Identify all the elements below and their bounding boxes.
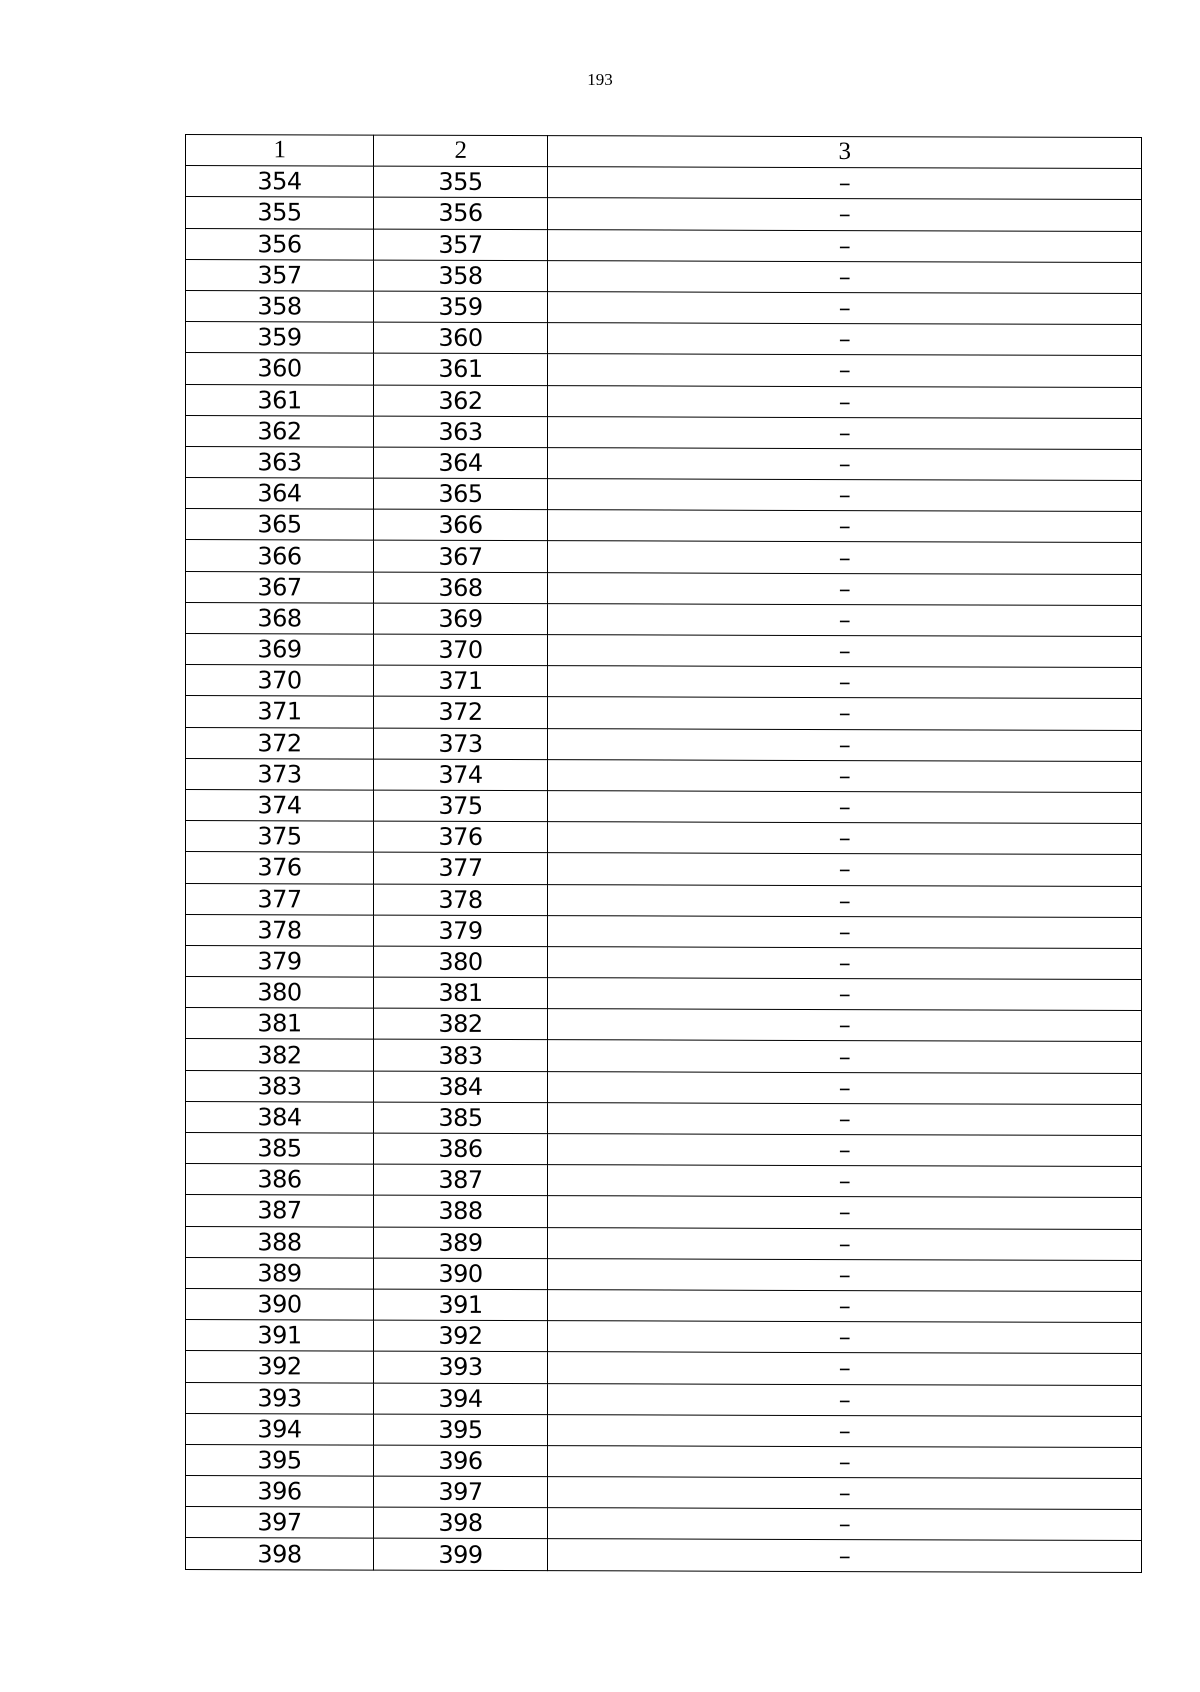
table-cell-col2: 380 (374, 946, 548, 978)
table-cell-col1: 361 (186, 384, 374, 416)
table-cell-col2: 392 (374, 1320, 548, 1352)
table-row (186, 478, 1142, 512)
table-cell-col1: 369 (186, 634, 374, 666)
table-cell-col1: 373 (186, 758, 374, 790)
table-cell-col3: – (548, 1258, 1142, 1291)
table-cell-col1: 384 (186, 1101, 374, 1133)
table-cell-col3: – (548, 1446, 1142, 1479)
table-row (186, 1008, 1142, 1042)
table-cell-col2: 358 (374, 260, 548, 292)
table-row (186, 1039, 1142, 1073)
table-cell-col2: 377 (374, 852, 548, 884)
table-cell-col1: 396 (186, 1476, 374, 1508)
table-row (186, 290, 1142, 324)
table-cell-col3: – (548, 167, 1142, 200)
table-cell-col3: – (548, 1414, 1142, 1447)
table-row (186, 509, 1142, 543)
table-cell-col1: 367 (186, 571, 374, 603)
table-cell-col2: 376 (374, 821, 548, 853)
table-cell-col1: 386 (186, 1164, 374, 1196)
table-cell-col2: 365 (374, 478, 548, 510)
table-cell-col1: 398 (186, 1538, 374, 1570)
table-cell-col2: 397 (374, 1476, 548, 1508)
table-cell-col2: 389 (374, 1227, 548, 1259)
table-row (186, 571, 1142, 605)
table-row (186, 758, 1142, 792)
table-cell-col3: – (548, 603, 1142, 636)
table-cell-col2: 362 (374, 385, 548, 417)
table-row (186, 1101, 1142, 1135)
table-cell-col1: 368 (186, 602, 374, 634)
table-cell-col2: 396 (374, 1445, 548, 1477)
table-row (186, 602, 1142, 636)
table-row (186, 1507, 1142, 1541)
table-cell-col1: 354 (186, 166, 374, 198)
data-table-container (185, 134, 1141, 1573)
table-row (186, 1257, 1142, 1291)
table-cell-col1: 385 (186, 1133, 374, 1165)
table-cell-col1: 394 (186, 1413, 374, 1445)
table-row (186, 353, 1142, 387)
table-cell-col2: 383 (374, 1040, 548, 1072)
table-cell-col1: 359 (186, 322, 374, 354)
table-cell-col2: 368 (374, 572, 548, 604)
table-cell-col3: – (548, 1539, 1142, 1572)
column-header-3: 3 (548, 136, 1142, 169)
table-cell-col3: – (548, 572, 1142, 605)
table-cell-col3: – (548, 759, 1142, 792)
table-cell-col1: 393 (186, 1382, 374, 1414)
table-cell-col2: 390 (374, 1258, 548, 1290)
table-row (186, 259, 1142, 293)
table-cell-col2: 363 (374, 416, 548, 448)
table-row (186, 665, 1142, 699)
table-row (186, 228, 1142, 262)
table-cell-col3: – (548, 416, 1142, 449)
table-row (186, 977, 1142, 1011)
table-cell-col1: 358 (186, 290, 374, 322)
table-row (186, 1476, 1142, 1510)
table-cell-col2: 357 (374, 229, 548, 261)
table-cell-col3: – (548, 448, 1142, 481)
table-cell-col3: – (548, 260, 1142, 293)
table-cell-col1: 365 (186, 509, 374, 541)
data-table (185, 134, 1142, 1573)
table-row (186, 914, 1142, 948)
table-row (186, 540, 1142, 574)
table-row (186, 1538, 1142, 1572)
table-row (186, 1288, 1142, 1322)
table-cell-col3: – (548, 1102, 1142, 1135)
table-cell-col1: 371 (186, 696, 374, 728)
table-cell-col2: 371 (374, 665, 548, 697)
table-row (186, 197, 1142, 231)
table-cell-col2: 381 (374, 977, 548, 1009)
table-body (186, 166, 1142, 1572)
table-cell-col1: 366 (186, 540, 374, 572)
table-cell-col1: 395 (186, 1444, 374, 1476)
table-row (186, 1320, 1142, 1354)
table-cell-col3: – (548, 947, 1142, 980)
table-cell-col2: 391 (374, 1289, 548, 1321)
table-cell-col2: 394 (374, 1383, 548, 1415)
table-cell-col1: 392 (186, 1351, 374, 1383)
table-row (186, 883, 1142, 917)
table-cell-col1: 360 (186, 353, 374, 385)
table-cell-col3: – (548, 479, 1142, 512)
table-cell-col1: 390 (186, 1288, 374, 1320)
table-row (186, 1351, 1142, 1385)
table-cell-col3: – (548, 697, 1142, 730)
table-cell-col3: – (548, 385, 1142, 418)
table-cell-col3: – (548, 323, 1142, 356)
table-row (186, 945, 1142, 979)
table-cell-col3: – (548, 1383, 1142, 1416)
table-cell-col2: 360 (374, 322, 548, 354)
page-number: 193 (587, 70, 613, 89)
table-cell-col1: 389 (186, 1257, 374, 1289)
table-cell-col3: – (548, 978, 1142, 1011)
table-cell-col1: 355 (186, 197, 374, 229)
table-cell-col2: 359 (374, 291, 548, 323)
table-cell-col2: 384 (374, 1071, 548, 1103)
table-cell-col3: – (548, 292, 1142, 325)
table-cell-col1: 381 (186, 1008, 374, 1040)
table-cell-col1: 362 (186, 415, 374, 447)
table-cell-col1: 364 (186, 478, 374, 510)
table-cell-col2: 385 (374, 1102, 548, 1134)
table-cell-col2: 369 (374, 603, 548, 635)
table-cell-col1: 372 (186, 727, 374, 759)
table-cell-col3: – (548, 354, 1142, 387)
table-cell-col2: 398 (374, 1507, 548, 1539)
table-cell-col2: 355 (374, 166, 548, 198)
table-cell-col1: 374 (186, 789, 374, 821)
table-cell-col1: 379 (186, 945, 374, 977)
table-row (186, 696, 1142, 730)
table-cell-col2: 373 (374, 728, 548, 760)
table-cell-col2: 367 (374, 541, 548, 573)
table-row (186, 166, 1142, 200)
table-cell-col3: – (548, 510, 1142, 543)
table-row (186, 322, 1142, 356)
table-cell-col3: – (548, 1227, 1142, 1260)
table-cell-col3: – (548, 1508, 1142, 1541)
table-cell-col3: – (548, 1134, 1142, 1167)
table-cell-col2: 393 (374, 1351, 548, 1383)
table-cell-col1: 356 (186, 228, 374, 260)
table-cell-col2: 379 (374, 915, 548, 947)
table-cell-col2: 375 (374, 790, 548, 822)
table-cell-col2: 366 (374, 509, 548, 541)
table-cell-col3: – (548, 1040, 1142, 1073)
table-cell-col3: – (548, 791, 1142, 824)
table-cell-col2: 356 (374, 197, 548, 229)
table-cell-col1: 391 (186, 1320, 374, 1352)
table-cell-col2: 387 (374, 1164, 548, 1196)
table-row (186, 1444, 1142, 1478)
column-header-2: 2 (374, 135, 548, 167)
table-cell-col2: 399 (374, 1539, 548, 1571)
table-header-row (186, 135, 1142, 169)
table-cell-col1: 383 (186, 1070, 374, 1102)
column-header-1: 1 (186, 135, 374, 167)
table-cell-col3: – (548, 1290, 1142, 1323)
table-row (186, 727, 1142, 761)
table-cell-col3: – (548, 1352, 1142, 1385)
table-row (186, 852, 1142, 886)
table-cell-col1: 388 (186, 1226, 374, 1258)
table-cell-col1: 370 (186, 665, 374, 697)
table-cell-col1: 376 (186, 852, 374, 884)
table-cell-col1: 382 (186, 1039, 374, 1071)
table-row (186, 384, 1142, 418)
table-row (186, 821, 1142, 855)
table-row (186, 1070, 1142, 1104)
table-cell-col1: 363 (186, 446, 374, 478)
table-cell-col2: 395 (374, 1414, 548, 1446)
table-cell-col2: 386 (374, 1133, 548, 1165)
table-row (186, 1413, 1142, 1447)
table-cell-col2: 388 (374, 1195, 548, 1227)
table-row (186, 446, 1142, 480)
table-cell-col3: – (548, 915, 1142, 948)
table-row (186, 1164, 1142, 1198)
table-cell-col3: – (548, 728, 1142, 761)
table-cell-col2: 382 (374, 1008, 548, 1040)
table-cell-col3: – (548, 853, 1142, 886)
table-cell-col2: 372 (374, 696, 548, 728)
table-cell-col3: – (548, 884, 1142, 917)
table-cell-col3: – (548, 822, 1142, 855)
table-cell-col1: 377 (186, 883, 374, 915)
table-row (186, 1226, 1142, 1260)
table-cell-col1: 380 (186, 977, 374, 1009)
table-cell-col2: 361 (374, 353, 548, 385)
table-cell-col3: – (548, 1321, 1142, 1354)
table-row (186, 1195, 1142, 1229)
table-cell-col3: – (548, 1196, 1142, 1229)
table-cell-col1: 375 (186, 821, 374, 853)
table-row (186, 1382, 1142, 1416)
table-cell-col2: 374 (374, 759, 548, 791)
table-cell-col3: – (548, 229, 1142, 262)
table-row (186, 789, 1142, 823)
table-cell-col3: – (548, 1071, 1142, 1104)
table-cell-col3: – (548, 1165, 1142, 1198)
table-cell-col1: 397 (186, 1507, 374, 1539)
table-cell-col2: 370 (374, 634, 548, 666)
table-cell-col3: – (548, 541, 1142, 574)
table-row (186, 634, 1142, 668)
table-cell-col3: – (548, 666, 1142, 699)
table-cell-col1: 357 (186, 259, 374, 291)
table-cell-col2: 364 (374, 447, 548, 479)
table-cell-col1: 378 (186, 914, 374, 946)
table-cell-col3: – (548, 198, 1142, 231)
table-row (186, 1133, 1142, 1167)
table-cell-col3: – (548, 1477, 1142, 1510)
table-cell-col3: – (548, 635, 1142, 668)
table-row (186, 415, 1142, 449)
table-cell-col2: 378 (374, 884, 548, 916)
table-cell-col1: 387 (186, 1195, 374, 1227)
table-cell-col3: – (548, 1009, 1142, 1042)
